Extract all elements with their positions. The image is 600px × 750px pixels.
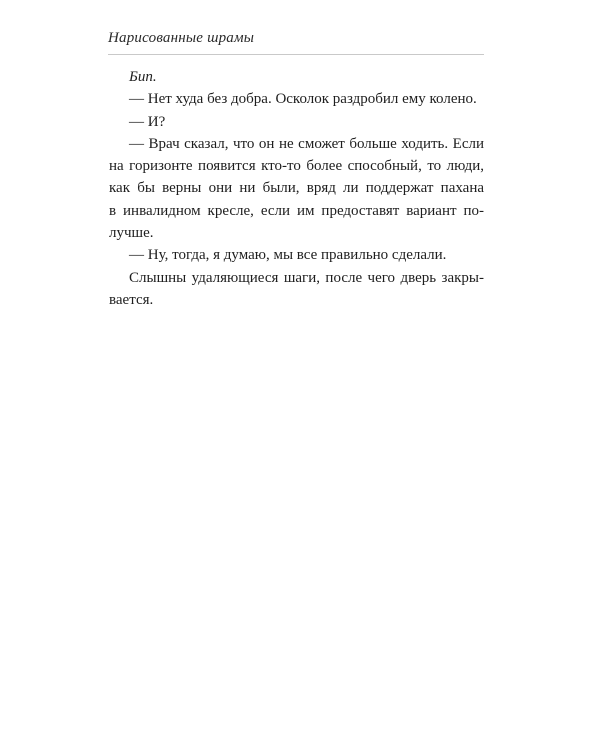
text-line: на горизонте появится кто-то более способный, то люди,	[109, 158, 484, 175]
text-line: — Ну, тогда, я думаю, мы все правильно сделали.	[129, 247, 447, 264]
body-text	[109, 66, 484, 311]
text-line: лучше.	[109, 225, 154, 242]
text-line: в инвалидном кресле, если им предоставят вариант по-	[109, 202, 484, 219]
text-line: вается.	[109, 291, 154, 308]
text-line: — Врач сказал, что он не сможет больше ходить. Если	[129, 135, 484, 152]
text-line: Бип.	[129, 69, 157, 85]
text-line: — И?	[129, 113, 166, 130]
text-line: как бы верны они ни были, вряд ли поддержат пахана	[109, 180, 484, 197]
running-header-title: Нарисованные шрамы	[108, 30, 255, 46]
text-line: Слышны удаляющиеся шаги, после чего дверь закры-	[129, 269, 484, 286]
text-line: — Нет худа без добра. Осколок раздробил ему колено.	[129, 91, 477, 108]
header-divider	[108, 54, 484, 55]
